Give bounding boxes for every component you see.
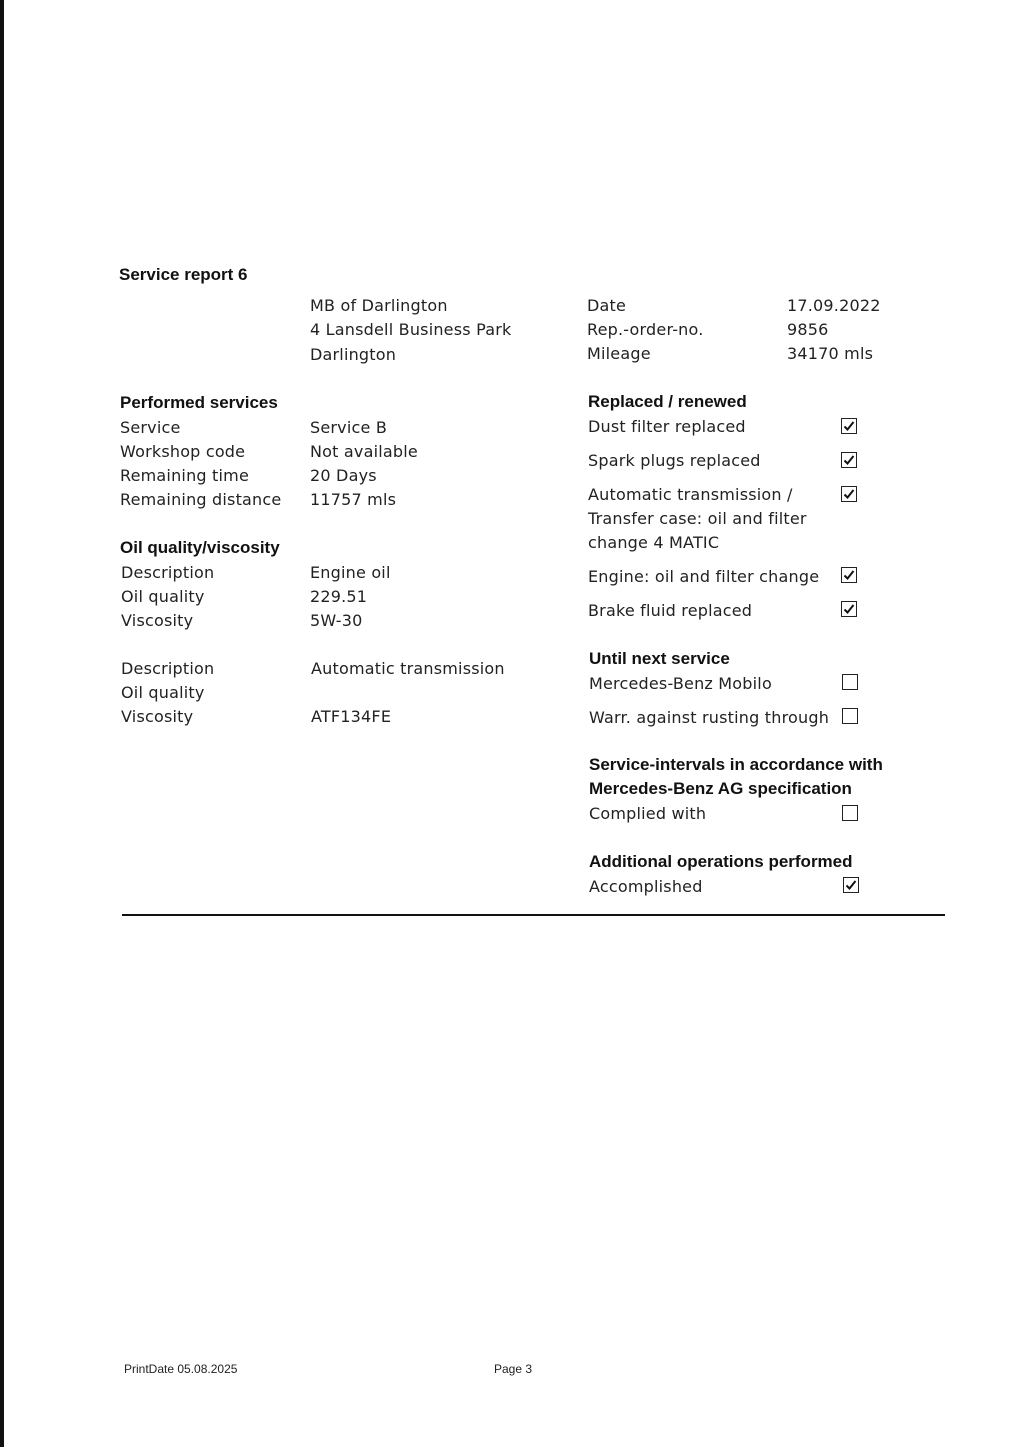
replaced-heading: Replaced / renewed (588, 392, 747, 411)
auto-trans-label-2: Transfer case: oil and filter (588, 509, 807, 528)
print-date: PrintDate 05.08.2025 (124, 1362, 238, 1376)
distance-label: Remaining distance (120, 490, 282, 509)
mileage-value: 34170 mls (787, 344, 874, 363)
section-divider (122, 914, 945, 916)
engine-oil-label: Engine: oil and filter change (588, 567, 820, 586)
oil-heading: Oil quality/viscosity (120, 538, 280, 557)
intervals-heading-2: Mercedes-Benz AG specification (589, 779, 852, 798)
complied-label: Complied with (589, 804, 707, 823)
complied-checkbox[interactable] (842, 805, 858, 821)
oil-engine-viscosity-label: Viscosity (121, 611, 194, 630)
until-next-heading: Until next service (589, 649, 730, 668)
brake-fluid-label: Brake fluid replaced (588, 601, 753, 620)
oil-trans-description-label: Description (121, 659, 215, 678)
mileage-label: Mileage (587, 344, 651, 363)
dealer-city: Darlington (310, 345, 397, 364)
oil-engine-description-label: Description (121, 563, 215, 582)
service-label: Service (120, 418, 181, 437)
performed-heading: Performed services (120, 393, 278, 412)
dealer-name: MB of Darlington (310, 296, 448, 315)
distance-value: 11757 mls (310, 490, 397, 509)
order-label: Rep.-order-no. (587, 320, 704, 339)
auto-trans-label-3: change 4 MATIC (588, 533, 720, 552)
service-value: Service B (310, 418, 387, 437)
workshop-value: Not available (310, 442, 418, 461)
dust-filter-label: Dust filter replaced (588, 417, 746, 436)
oil-trans-viscosity-label: Viscosity (121, 707, 194, 726)
report-title: Service report 6 (119, 265, 248, 284)
accomplished-checkbox[interactable] (843, 877, 859, 893)
page-number: Page 3 (494, 1362, 533, 1376)
oil-engine-quality-label: Oil quality (121, 587, 205, 606)
rusting-checkbox[interactable] (842, 708, 858, 724)
accomplished-label: Accomplished (589, 877, 703, 896)
auto-trans-checkbox[interactable] (841, 486, 857, 502)
oil-trans-quality-label: Oil quality (121, 683, 205, 702)
mobilo-label: Mercedes-Benz Mobilo (589, 674, 772, 693)
engine-oil-checkbox[interactable] (841, 567, 857, 583)
date-label: Date (587, 296, 627, 315)
time-label: Remaining time (120, 466, 249, 485)
mobilo-checkbox[interactable] (842, 674, 858, 690)
oil-engine-quality-value: 229.51 (310, 587, 368, 606)
time-value: 20 Days (310, 466, 377, 485)
scan-edge (0, 0, 4, 1447)
auto-trans-label-1: Automatic transmission / (588, 485, 793, 504)
additional-heading: Additional operations performed (589, 852, 853, 871)
oil-engine-viscosity-value: 5W-30 (310, 611, 363, 630)
dealer-address: 4 Lansdell Business Park (310, 320, 512, 339)
intervals-heading-1: Service-intervals in accordance with (589, 755, 883, 774)
rusting-label: Warr. against rusting through (589, 708, 830, 727)
oil-engine-description-value: Engine oil (310, 563, 391, 582)
order-value: 9856 (787, 320, 829, 339)
dust-filter-checkbox[interactable] (841, 418, 857, 434)
date-value: 17.09.2022 (787, 296, 881, 315)
brake-fluid-checkbox[interactable] (841, 601, 857, 617)
oil-trans-description-value: Automatic transmission (311, 659, 505, 678)
workshop-label: Workshop code (120, 442, 246, 461)
oil-trans-viscosity-value: ATF134FE (311, 707, 392, 726)
spark-plugs-label: Spark plugs replaced (588, 451, 761, 470)
spark-plugs-checkbox[interactable] (841, 452, 857, 468)
